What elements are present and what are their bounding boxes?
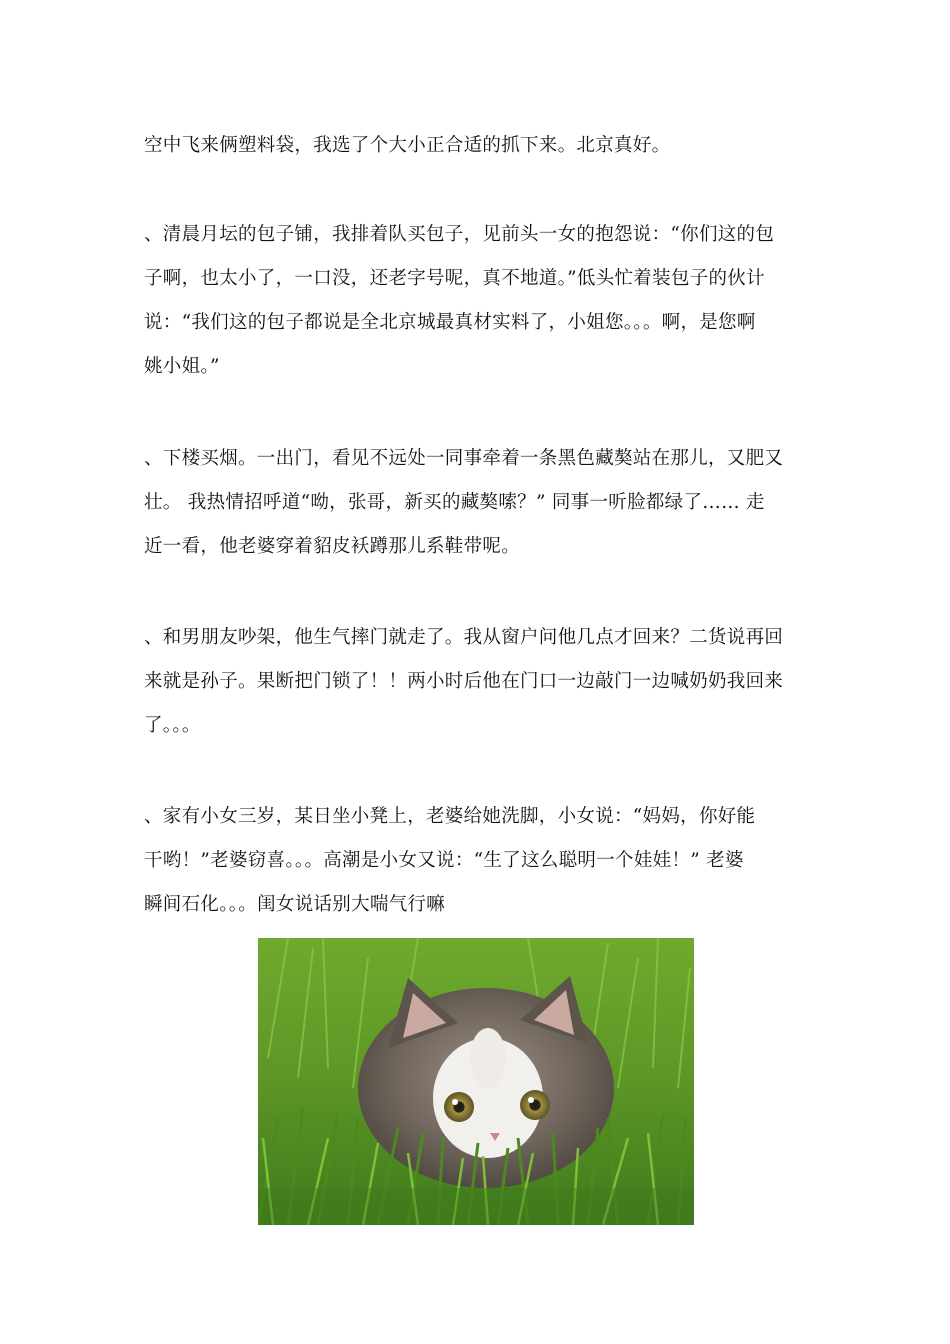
text-line: 姚小姐。” (144, 356, 220, 377)
text-line: 、清晨月坛的包子铺，我排着队买包子，见前头一女的抱怨说：“你们这的包 (144, 224, 775, 245)
text-line: 来就是孙子。果断把门锁了！！两小时后他在门口一边敲门一边喊奶奶我回来 (144, 671, 784, 692)
text-line: 干哟！”老婆窃喜。。。高潮是小女又说：“生了这么聪明一个娃娃！” 老婆 (144, 850, 744, 871)
text-line: 瞬间石化。。。闺女说话别大喘气行嘛 (144, 894, 446, 915)
text-line: 壮。 我热情招呼道“呦，张哥，新买的藏獒嗦？” 同事一听脸都绿了…… 走 (144, 492, 765, 513)
paragraph-1 (144, 124, 812, 168)
paragraph-5 (144, 795, 812, 927)
text-line: 子啊，也太小了，一口没，还老字号呢，真不地道。”低头忙着装包子的伙计 (144, 268, 765, 289)
paragraph-4 (144, 616, 812, 748)
paragraph-3 (144, 437, 812, 569)
text-line: 、下楼买烟。一出门，看见不远处一同事牵着一条黑色藏獒站在那儿，又肥又 (144, 448, 784, 469)
text-line: 近一看，他老婆穿着貂皮袄蹲那儿系鞋带呢。 (144, 536, 521, 557)
text-line: 说：“我们这的包子都说是全北京城最真材实料了，小姐您。。。啊，是您啊 (144, 312, 756, 333)
paragraph-2 (144, 213, 812, 389)
text-line: 了。。。 (144, 715, 201, 736)
text-line: 、和男朋友吵架，他生气摔门就走了。我从窗户问他几点才回来？二货说再回 (144, 627, 784, 648)
kitten-photo (258, 938, 694, 1225)
text-line: 、家有小女三岁，某日坐小凳上，老婆给她洗脚，小女说：“妈妈，你好能 (144, 806, 756, 827)
text-line: 空中飞来俩塑料袋，我选了个大小正合适的抓下来。北京真好。 (144, 135, 671, 156)
